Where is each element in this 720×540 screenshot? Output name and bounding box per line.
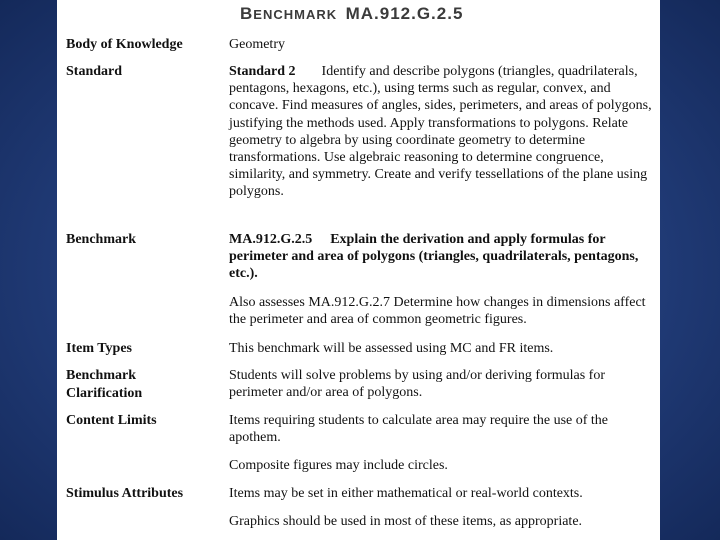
- benchmark-code: MA.912.G.2.5: [229, 232, 313, 247]
- label-body-of-knowledge: Body of Knowledge: [66, 37, 183, 52]
- label-stimulus-attributes: Stimulus Attributes: [66, 486, 184, 501]
- title-initial: B: [240, 4, 254, 23]
- benchmark-also-assesses: Also assesses MA.912.G.2.7 Determine how changes in dimensions affect the perimeter and area of common geometric figures.: [229, 295, 646, 328]
- value-benchmark-clarification: Students will solve problems by using and/or deriving formulas for perimeter and/or area of polygons.: [229, 368, 606, 401]
- label-benchmark-clarification-2: Clarification: [66, 386, 143, 401]
- value-benchmark: [229, 231, 659, 283]
- title-code: MA.912.G.2.5: [345, 4, 464, 23]
- value-content-limits-1: Items requiring students to calculate area may require the use of the apothem.: [229, 413, 609, 446]
- value-body-of-knowledge: Geometry: [229, 37, 285, 52]
- title-word: ENCHMARK: [253, 7, 338, 22]
- label-content-limits: Content Limits: [66, 413, 157, 428]
- value-stimulus-attributes-1: Items may be set in either mathematical or real-world contexts.: [229, 486, 583, 501]
- label-item-types: Item Types: [66, 341, 132, 356]
- value-content-limits-2: Composite figures may include circles.: [229, 458, 448, 473]
- standard-number: Standard 2: [229, 64, 296, 79]
- value-standard: [229, 63, 659, 201]
- page-title: [240, 4, 463, 24]
- standard-text: Identify and describe polygons (triangles, quadrilaterals, pentagons, hexagons, etc.), using terms such as regular, convex, and concave. Find measures of angles, sides, perimeters, and areas of polygons, justifying the methods used. Apply transformations to polygons. Relate geometry to algebra by using coordinate geometry to determine transformations. Use algebraic reasoning to determine congruence, similarity, and symmetry. Create and verify tessellations of the plane using polygons.: [229, 64, 652, 200]
- label-benchmark: Benchmark: [66, 232, 136, 247]
- value-stimulus-attributes-2: Graphics should be used in most of these items, as appropriate.: [229, 514, 583, 529]
- value-item-types: This benchmark will be assessed using MC and FR items.: [229, 341, 554, 356]
- benchmark-text: Explain the derivation and apply formulas for perimeter and area of polygons (triangles, quadrilaterals, pentagons, etc.).: [229, 232, 639, 282]
- label-standard: Standard: [66, 64, 123, 79]
- label-benchmark-clarification-1: Benchmark: [66, 368, 136, 383]
